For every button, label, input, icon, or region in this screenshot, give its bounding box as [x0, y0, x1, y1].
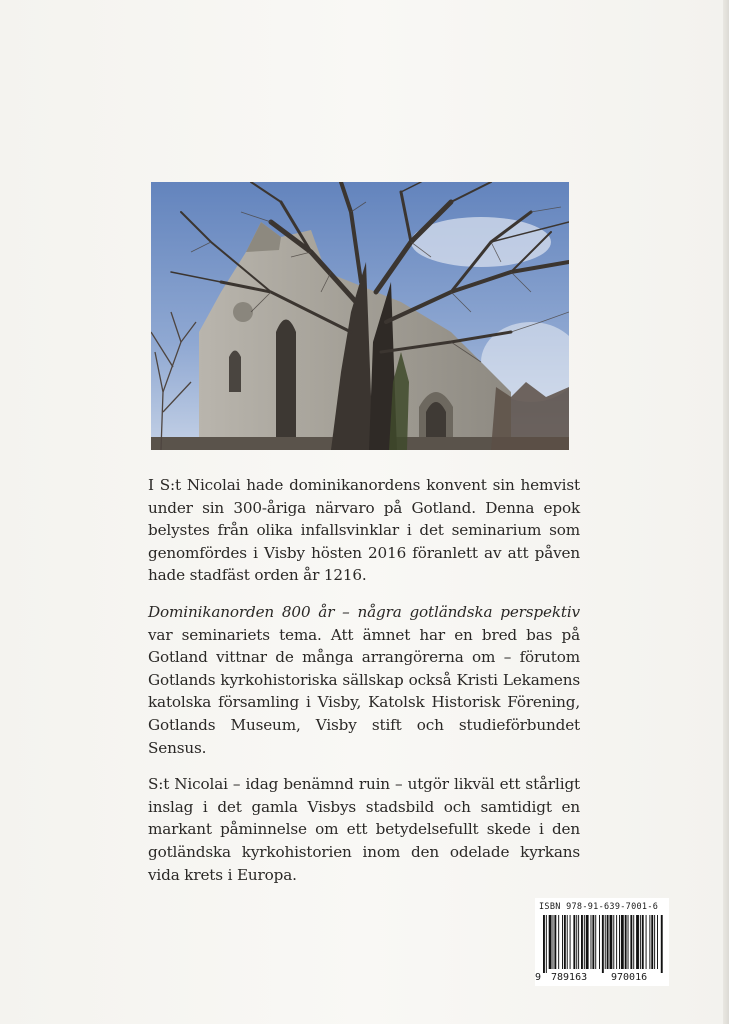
blurb-paragraph-2-rest: var seminariets tema. Att ämnet har en bred bas på Gotland vittnar de många arrangörerna om – förutom Gotlands kyrkohistoriska sällskap också Kristi Lekamens katolska församling i Visby, Katolsk Historisk Förening, Gotlands Museum, Visby stift och studieförbundet Sensus.: [148, 625, 580, 757]
barcode-bar: [602, 915, 604, 973]
barcode-bar: [607, 915, 609, 969]
barcode-bar: [636, 915, 639, 969]
back-cover-text: [148, 474, 580, 900]
seminar-title: Dominikanorden 800 år – några gotländska perspektiv: [148, 602, 580, 621]
barcode-bar: [595, 915, 596, 969]
barcode-bar: [584, 915, 585, 969]
barcode-bar: [576, 915, 577, 969]
photo-illustration: [151, 182, 569, 450]
barcode-left-group: 789163: [551, 972, 588, 983]
barcode-bar: [578, 915, 579, 969]
barcode-bar: [633, 915, 634, 969]
barcode-first-digit: 9: [535, 972, 542, 983]
barcode-bar: [630, 915, 632, 969]
isbn-label: ISBN 978-91-639-7001-6: [539, 902, 659, 912]
barcode-right-group: 970016: [611, 972, 648, 983]
barcode-bar: [613, 915, 614, 969]
barcode-bar: [619, 915, 620, 969]
barcode-bar: [610, 915, 613, 969]
barcode-digits: [535, 972, 669, 984]
barcode-bar: [549, 915, 552, 969]
barcode-bars: [543, 915, 663, 973]
barcode-bar: [605, 915, 606, 969]
barcode-bar: [616, 915, 617, 969]
barcode-bar: [570, 915, 571, 969]
barcode-bar: [554, 915, 556, 969]
barcode-bar: [581, 915, 583, 969]
barcode-bar: [621, 915, 624, 969]
barcode-bar: [543, 915, 545, 973]
barcode-bar: [592, 915, 594, 969]
barcode-bar: [657, 915, 658, 969]
barcode-bar: [642, 915, 644, 969]
isbn-barcode: [535, 898, 669, 986]
barcode-bar: [628, 915, 629, 969]
barcode-bar: [661, 915, 663, 973]
barcode-bar: [573, 915, 575, 969]
barcode-bar: [640, 915, 641, 969]
barcode-bar: [649, 915, 650, 969]
barcode-bar: [586, 915, 589, 969]
barcode-bar: [558, 915, 559, 969]
barcode-bar: [567, 915, 568, 969]
barcode-bar: [591, 915, 592, 969]
barcode-bar: [546, 915, 547, 973]
cover-edge: [723, 0, 729, 1024]
barcode-bar: [599, 915, 600, 969]
barcode-bar: [553, 915, 554, 969]
barcode-bar: [646, 915, 647, 969]
church-ruin-photo: [151, 182, 569, 450]
blurb-paragraph-3: S:t Nicolai – idag benämnd ruin – utgör likväl ett stårligt inslag i det gamla Visbys stadsbild och samtidigt en markant påminnelse om ett betydelsefullt skede i den gotländska kyrkohistorien inom den odelade kyrkans vida krets i Europa.: [148, 775, 580, 884]
barcode-bar: [625, 915, 627, 969]
barcode-bar: [654, 915, 655, 969]
barcode-bar: [651, 915, 653, 969]
barcode-bar: [562, 915, 563, 969]
blurb-paragraph-2: [148, 601, 580, 759]
blurb-paragraph-1: I S:t Nicolai hade dominikanordens konvent sin hemvist under sin 300-åriga närvaro på Gotland. Denna epok belystes från olika infallsvinklar i det seminarium som genomfördes i Visby hösten 2016 föranlett av att påven hade stadfäst orden år 1216.: [148, 476, 580, 585]
barcode-bar: [564, 915, 566, 969]
